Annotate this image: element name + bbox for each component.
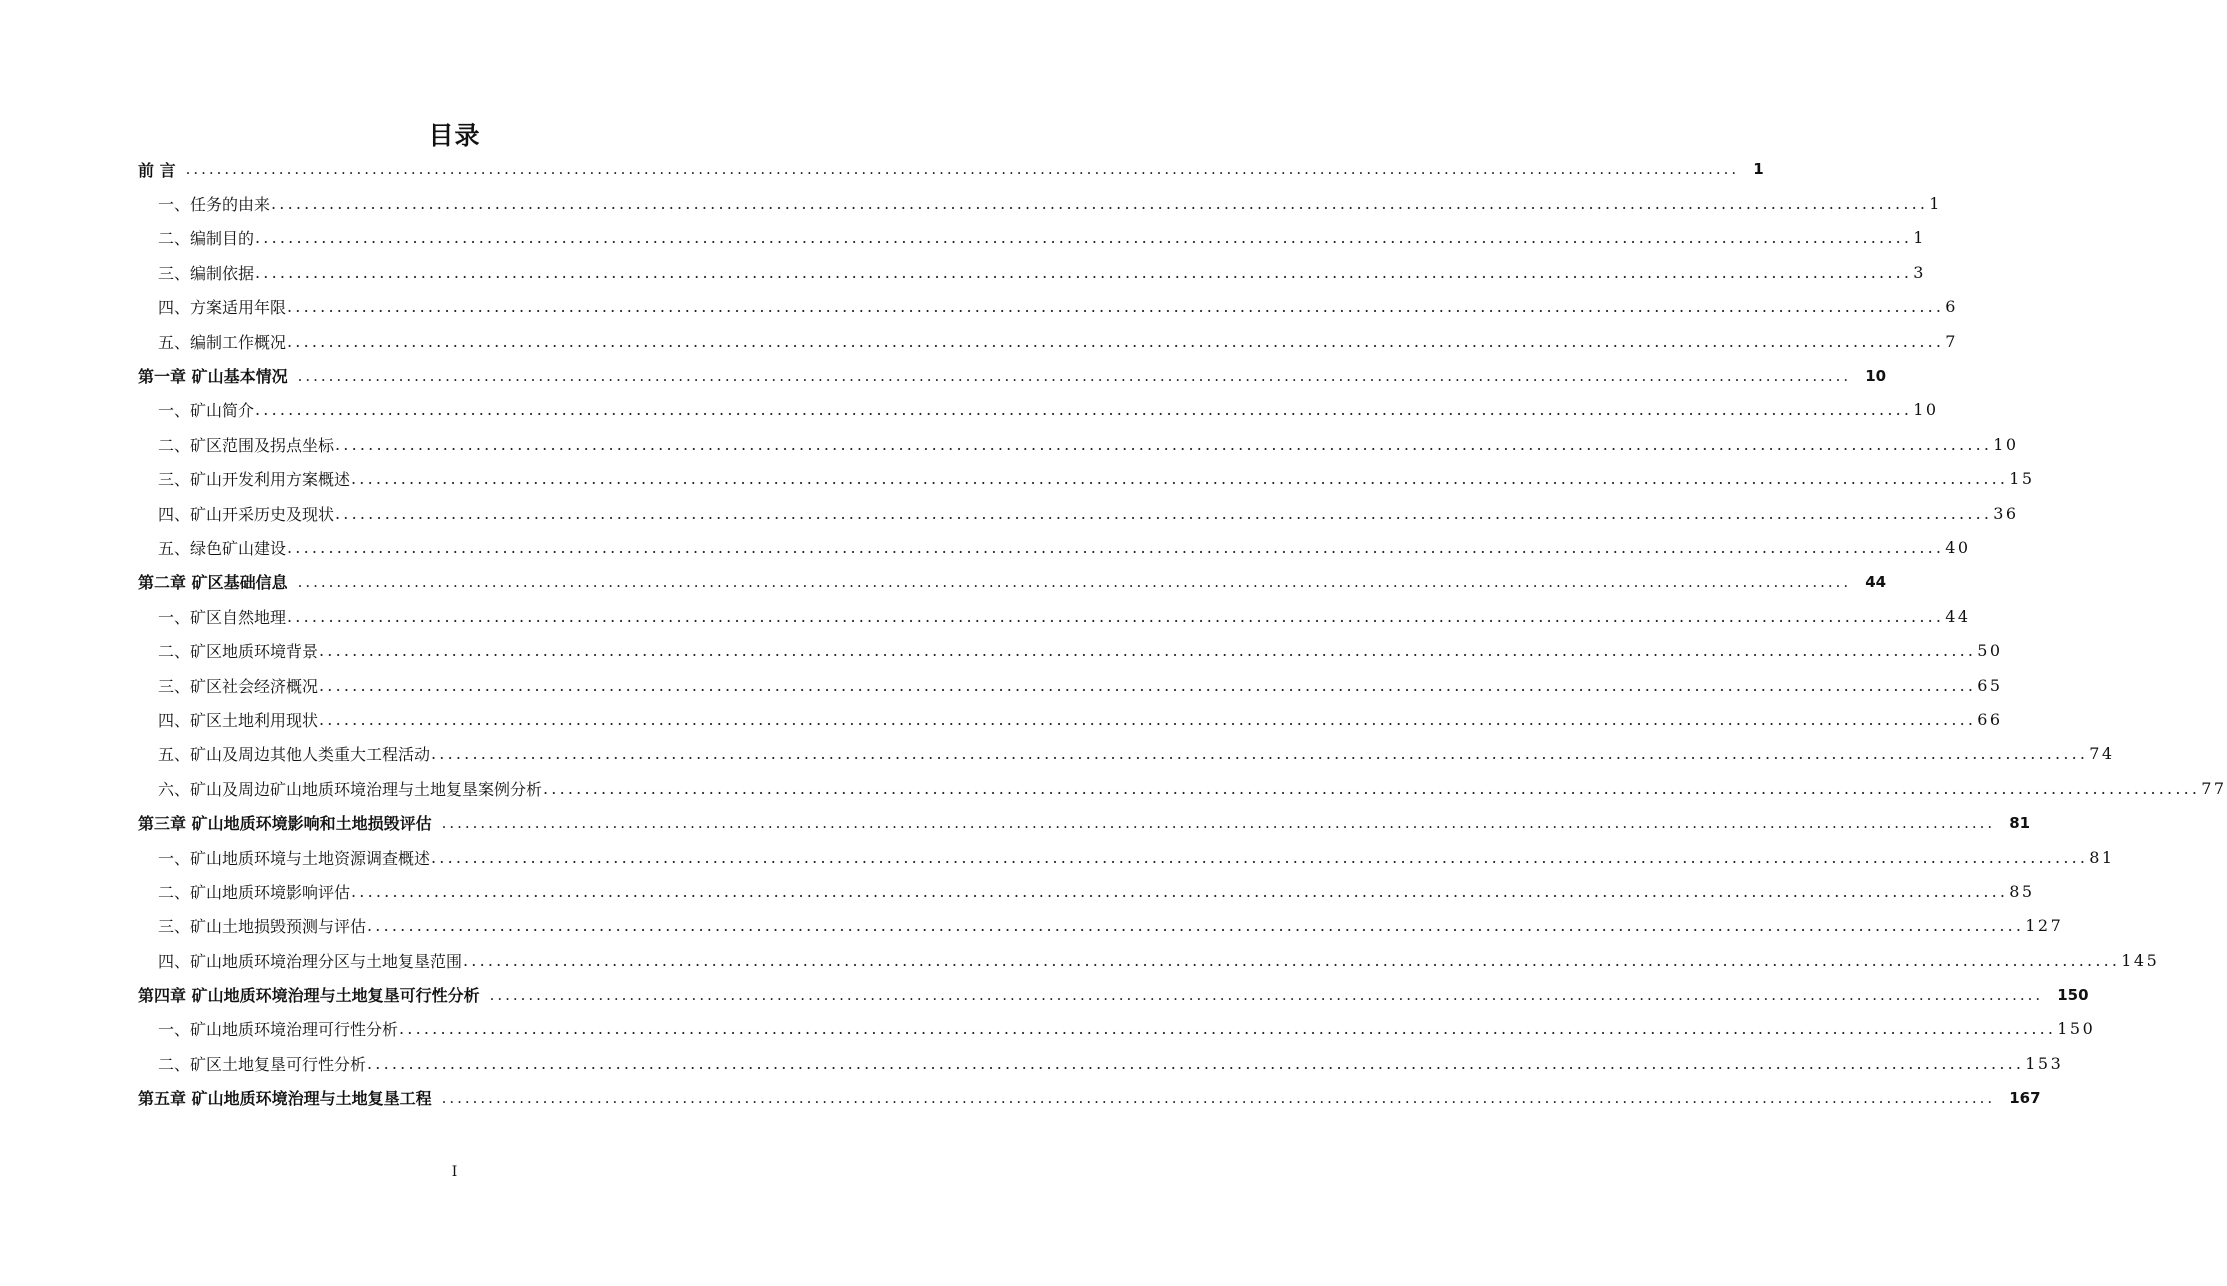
toc-dot-leader (367, 916, 2024, 935)
toc-section-entry[interactable] (138, 255, 1926, 289)
toc-entry-label: 一、矿区自然地理 (158, 607, 287, 627)
toc-entry-page-number: 36 (1993, 503, 2019, 523)
toc-entry-label: 四、矿区土地利用现状 (158, 710, 319, 730)
toc-section-entry[interactable] (138, 840, 2115, 874)
toc-dot-leader (335, 504, 1992, 523)
toc-section-entry[interactable] (138, 943, 2160, 977)
toc-dot-leader (442, 1089, 1996, 1107)
toc-entry-label: 二、矿区范围及拐点坐标 (158, 435, 335, 455)
toc-entry-page-number: 44 (1945, 606, 1971, 626)
toc-section-entry[interactable] (138, 427, 2019, 461)
toc-entry-label: 四、矿山开采历史及现状 (158, 504, 335, 524)
toc-section-entry[interactable] (138, 668, 2003, 702)
toc-dot-leader (298, 367, 1852, 385)
toc-section-entry[interactable] (138, 324, 1958, 358)
toc-section-entry[interactable] (138, 599, 1971, 633)
toc-entry-label: 第五章 矿山地质环境治理与土地复垦工程 (138, 1089, 432, 1109)
toc-dot-leader (490, 986, 2044, 1004)
toc-dot-leader (431, 848, 2088, 867)
toc-section-entry[interactable] (138, 290, 1958, 324)
toc-chapter-entry[interactable] (138, 358, 1887, 392)
toc-dot-leader (367, 1054, 2024, 1073)
toc-section-entry[interactable] (138, 909, 2064, 943)
toc-entry-label: 前 言 (138, 160, 176, 180)
toc-entry-page-number: 15 (2009, 469, 2035, 489)
toc-section-entry[interactable] (138, 393, 1939, 427)
toc-dot-leader (255, 228, 1912, 247)
toc-entry-label: 三、矿山土地损毁预测与评估 (158, 917, 367, 937)
toc-entry-page-number: 127 (2025, 916, 2064, 936)
toc-dot-leader (351, 882, 2008, 901)
toc-entry-page-number: 50 (1977, 641, 2003, 661)
toc-entry-page-number: 10 (1993, 434, 2019, 454)
toc-entry-label: 三、矿山开发利用方案概述 (158, 470, 351, 490)
toc-entry-label: 五、矿山及周边其他人类重大工程活动 (158, 745, 431, 765)
toc-entry-page-number: 153 (2025, 1053, 2064, 1073)
toc-entry-page-number: 1 (1753, 160, 1764, 179)
toc-entry-page-number: 77 (2201, 778, 2227, 798)
toc-entry-page-number: 74 (2089, 744, 2115, 764)
toc-entry-label: 三、编制依据 (158, 263, 255, 283)
toc-entry-label: 一、矿山简介 (158, 401, 255, 421)
toc-entry-page-number: 167 (2009, 1088, 2041, 1107)
toc-section-entry[interactable] (138, 633, 2003, 667)
toc-dot-leader (319, 676, 1976, 695)
toc-section-entry[interactable] (138, 462, 2035, 496)
toc-entry-label: 第二章 矿区基础信息 (138, 573, 288, 593)
toc-entry-label: 二、编制目的 (158, 229, 255, 249)
toc-dot-leader (298, 573, 1852, 591)
toc-section-entry[interactable] (138, 771, 2227, 805)
toc-entry-page-number: 85 (2009, 881, 2035, 901)
toc-entry-label: 二、矿区地质环境背景 (158, 642, 319, 662)
toc-section-entry[interactable] (138, 1046, 2064, 1080)
table-of-contents (138, 152, 2227, 1115)
toc-entry-page-number: 3 (1913, 262, 1926, 282)
toc-dot-leader (335, 435, 1992, 454)
toc-chapter-entry[interactable] (138, 152, 1764, 186)
toc-entry-page-number: 7 (1945, 331, 1958, 351)
toc-entry-label: 五、编制工作概况 (158, 332, 287, 352)
page-title: 目录 (428, 121, 481, 150)
toc-section-entry[interactable] (138, 496, 2019, 530)
toc-section-entry[interactable] (138, 186, 1942, 220)
toc-entry-page-number: 10 (1865, 366, 1887, 385)
toc-chapter-entry[interactable] (138, 805, 2031, 839)
toc-chapter-entry[interactable] (138, 977, 2089, 1011)
toc-dot-leader (287, 607, 1944, 626)
toc-dot-leader (255, 400, 1912, 419)
toc-entry-page-number: 81 (2089, 847, 2115, 867)
toc-entry-page-number: 150 (2057, 985, 2089, 1004)
toc-entry-page-number: 10 (1913, 400, 1939, 420)
toc-entry-label: 第四章 矿山地质环境治理与土地复垦可行性分析 (138, 986, 480, 1006)
toc-entry-label: 四、方案适用年限 (158, 298, 287, 318)
toc-entry-label: 五、绿色矿山建设 (158, 538, 287, 558)
toc-entry-page-number: 44 (1865, 572, 1887, 591)
toc-dot-leader (255, 263, 1912, 282)
toc-section-entry[interactable] (138, 530, 1971, 564)
toc-section-entry[interactable] (138, 737, 2115, 771)
toc-entry-label: 二、矿区土地复垦可行性分析 (158, 1054, 367, 1074)
toc-entry-page-number: 145 (2121, 950, 2160, 970)
toc-entry-page-number: 40 (1945, 537, 1971, 557)
toc-dot-leader (543, 779, 2200, 798)
toc-entry-label: 第三章 矿山地质环境影响和土地损毁评估 (138, 814, 432, 834)
toc-entry-page-number: 66 (1977, 709, 2003, 729)
toc-entry-label: 六、矿山及周边矿山地质环境治理与土地复垦案例分析 (158, 779, 543, 799)
toc-entry-page-number: 1 (1929, 194, 1942, 214)
toc-dot-leader (287, 297, 1944, 316)
toc-chapter-entry[interactable] (138, 565, 1887, 599)
toc-entry-label: 一、任务的由来 (158, 195, 271, 215)
toc-dot-leader (399, 1019, 2056, 1038)
page-number-footer: I (451, 1164, 458, 1180)
toc-entry-page-number: 1 (1913, 228, 1926, 248)
toc-dot-leader (319, 641, 1976, 660)
toc-dot-leader (287, 538, 1944, 557)
toc-entry-label: 四、矿山地质环境治理分区与土地复垦范围 (158, 951, 463, 971)
toc-dot-leader (463, 951, 2120, 970)
toc-dot-leader (287, 332, 1944, 351)
toc-entry-label: 三、矿区社会经济概况 (158, 676, 319, 696)
toc-section-entry[interactable] (138, 1012, 2096, 1046)
toc-entry-label: 一、矿山地质环境治理可行性分析 (158, 1020, 399, 1040)
toc-dot-leader (431, 744, 2088, 763)
toc-dot-leader (319, 710, 1976, 729)
toc-entry-page-number: 65 (1977, 675, 2003, 695)
toc-dot-leader (351, 469, 2008, 488)
toc-section-entry[interactable] (138, 874, 2035, 908)
toc-section-entry[interactable] (138, 702, 2003, 736)
toc-entry-page-number: 6 (1945, 297, 1958, 317)
toc-dot-leader (186, 160, 1740, 178)
toc-entry-page-number: 150 (2057, 1019, 2096, 1039)
toc-section-entry[interactable] (138, 221, 1926, 255)
toc-chapter-entry[interactable] (138, 1081, 2041, 1115)
toc-dot-leader (442, 814, 1996, 832)
toc-entry-label: 第一章 矿山基本情况 (138, 367, 288, 387)
toc-entry-page-number: 81 (2009, 813, 2031, 832)
toc-entry-label: 一、矿山地质环境与土地资源调查概述 (158, 848, 431, 868)
toc-dot-leader (271, 194, 1928, 213)
toc-entry-label: 二、矿山地质环境影响评估 (158, 882, 351, 902)
